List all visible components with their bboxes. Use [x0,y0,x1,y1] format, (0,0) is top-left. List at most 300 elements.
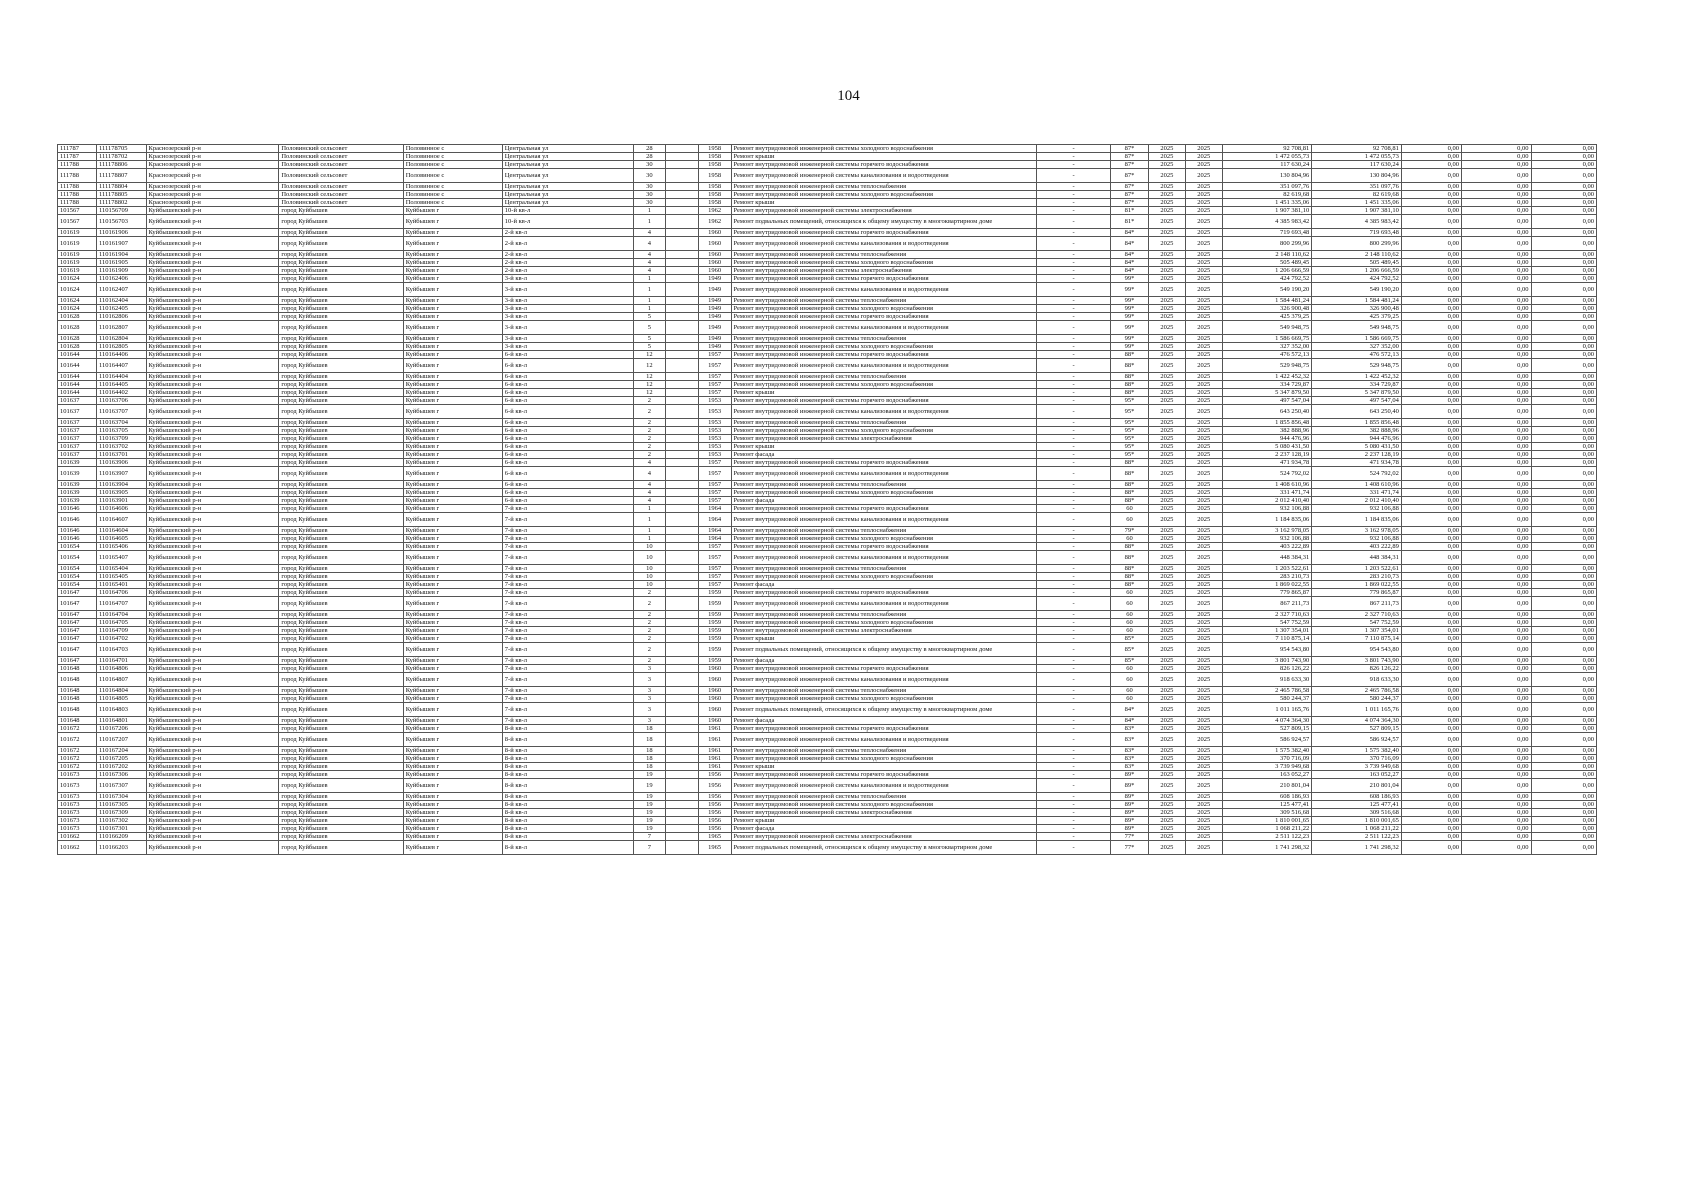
cell-total-cost: 932 106,88 [1222,505,1312,513]
cell-work-type: Ремонт фасада [731,581,1037,589]
cell-house-number: 19 [633,801,666,809]
cell-col-c: 0,00 [1531,573,1596,581]
cell-house-id: 101673 [58,825,97,833]
cell-col-b: 0,00 [1461,611,1531,619]
cell-col-b: 0,00 [1461,643,1531,657]
cell-end-year: 2025 [1185,551,1222,565]
cell-work-type: Ремонт внутридомовой инженерной системы холодного водоснабжения [731,619,1037,627]
cell-col-a: 0,00 [1401,259,1461,267]
table-row [58,229,1597,237]
cell-col-c: 0,00 [1531,703,1596,717]
cell-fund-cost: 1 307 354,01 [1312,627,1402,635]
cell-col-a: 0,00 [1401,703,1461,717]
cell-work-type: Ремонт внутридомовой инженерной системы горячего водоснабжения [731,351,1037,359]
cell-work-id: 110167204 [97,747,147,755]
table-row [58,381,1597,389]
cell-work-id: 111178807 [97,169,147,183]
cell-building [666,237,699,251]
table-row [58,183,1597,191]
cell-municipality: город Куйбышев [279,443,403,451]
cell-municipality: город Куйбышев [279,801,403,809]
cell-municipality: город Куйбышев [279,321,403,335]
cell-total-cost: 2 511 122,23 [1222,833,1312,841]
cell-work-id: 110161904 [97,251,147,259]
cell-building [666,343,699,351]
cell-building [666,251,699,259]
cell-col-c: 0,00 [1531,657,1596,665]
cell-total-cost: 1 206 666,59 [1222,267,1312,275]
cell-district: Куйбышевский р-н [146,589,279,597]
cell-building [666,747,699,755]
cell-work-type: Ремонт фасада [731,825,1037,833]
cell-year-built: 1957 [698,581,731,589]
cell-district: Куйбышевский р-н [146,505,279,513]
table-row [58,565,1597,573]
cell-year-built: 1958 [698,153,731,161]
cell-dash-column: - [1037,763,1111,771]
cell-work-type: Ремонт фасада [731,497,1037,505]
cell-building [666,763,699,771]
cell-work-id: 110164701 [97,657,147,665]
cell-house-id: 101619 [58,251,97,259]
cell-district: Куйбышевский р-н [146,627,279,635]
cell-wear-percent: 99* [1110,335,1148,343]
cell-year-built: 1960 [698,673,731,687]
cell-locality: Куйбышев г [403,215,502,229]
table-row [58,251,1597,259]
cell-municipality: город Куйбышев [279,397,403,405]
cell-municipality: город Куйбышев [279,467,403,481]
cell-municipality: Половинский сельсовет [279,199,403,207]
cell-building [666,527,699,535]
cell-street: 2-й кв-л [502,229,633,237]
cell-start-year: 2025 [1148,283,1185,297]
cell-col-b: 0,00 [1461,161,1531,169]
cell-work-id: 110164705 [97,619,147,627]
cell-col-b: 0,00 [1461,381,1531,389]
cell-locality: Куйбышев г [403,809,502,817]
cell-total-cost: 3 162 978,05 [1222,527,1312,535]
cell-building [666,497,699,505]
cell-house-id: 111788 [58,191,97,199]
cell-end-year: 2025 [1185,747,1222,755]
cell-fund-cost: 1 451 335,06 [1312,199,1402,207]
cell-locality: Куйбышев г [403,389,502,397]
cell-district: Куйбышевский р-н [146,419,279,427]
cell-col-b: 0,00 [1461,841,1531,855]
cell-col-c: 0,00 [1531,373,1596,381]
cell-district: Куйбышевский р-н [146,229,279,237]
cell-street: 8-й кв-л [502,725,633,733]
cell-work-id: 110167309 [97,809,147,817]
table-row [58,687,1597,695]
cell-col-b: 0,00 [1461,551,1531,565]
cell-fund-cost: 2 511 122,23 [1312,833,1402,841]
cell-col-c: 0,00 [1531,619,1596,627]
cell-house-number: 2 [633,643,666,657]
cell-locality: Куйбышев г [403,733,502,747]
cell-district: Куйбышевский р-н [146,297,279,305]
cell-locality: Куйбышев г [403,427,502,435]
cell-wear-percent: 88* [1110,489,1148,497]
table-row [58,717,1597,725]
cell-end-year: 2025 [1185,627,1222,635]
cell-col-b: 0,00 [1461,321,1531,335]
cell-house-number: 1 [633,513,666,527]
cell-building [666,657,699,665]
cell-year-built: 1957 [698,489,731,497]
cell-district: Куйбышевский р-н [146,215,279,229]
cell-building [666,351,699,359]
cell-total-cost: 326 900,48 [1222,305,1312,313]
cell-street: 8-й кв-л [502,801,633,809]
cell-year-built: 1949 [698,297,731,305]
cell-wear-percent: 84* [1110,717,1148,725]
cell-total-cost: 608 186,93 [1222,793,1312,801]
cell-start-year: 2025 [1148,381,1185,389]
cell-house-id: 101647 [58,597,97,611]
cell-dash-column: - [1037,321,1111,335]
cell-total-cost: 719 693,48 [1222,229,1312,237]
cell-dash-column: - [1037,497,1111,505]
cell-work-type: Ремонт внутридомовой инженерной системы горячего водоснабжения [731,665,1037,673]
cell-total-cost: 351 097,76 [1222,183,1312,191]
cell-district: Краснозерский р-н [146,153,279,161]
cell-district: Куйбышевский р-н [146,267,279,275]
cell-col-b: 0,00 [1461,199,1531,207]
cell-fund-cost: 2 237 128,19 [1312,451,1402,459]
cell-work-type: Ремонт внутридомовой инженерной системы теплоснабжения [731,335,1037,343]
cell-municipality: город Куйбышев [279,343,403,351]
cell-fund-cost: 1 011 165,76 [1312,703,1402,717]
cell-house-id: 101567 [58,207,97,215]
cell-house-id: 101648 [58,687,97,695]
cell-fund-cost: 2 012 410,40 [1312,497,1402,505]
cell-col-b: 0,00 [1461,153,1531,161]
cell-end-year: 2025 [1185,489,1222,497]
cell-start-year: 2025 [1148,351,1185,359]
cell-dash-column: - [1037,443,1111,451]
cell-total-cost: 1 307 354,01 [1222,627,1312,635]
cell-year-built: 1959 [698,611,731,619]
cell-street: 7-й кв-л [502,573,633,581]
cell-col-b: 0,00 [1461,207,1531,215]
cell-col-b: 0,00 [1461,229,1531,237]
cell-start-year: 2025 [1148,489,1185,497]
cell-building [666,161,699,169]
cell-work-id: 110164703 [97,643,147,657]
cell-street: 2-й кв-л [502,267,633,275]
cell-wear-percent: 88* [1110,359,1148,373]
cell-house-number: 1 [633,297,666,305]
cell-col-a: 0,00 [1401,145,1461,153]
cell-house-number: 4 [633,481,666,489]
cell-start-year: 2025 [1148,497,1185,505]
cell-locality: Куйбышев г [403,543,502,551]
cell-municipality: город Куйбышев [279,419,403,427]
cell-end-year: 2025 [1185,237,1222,251]
cell-district: Куйбышевский р-н [146,313,279,321]
cell-wear-percent: 83* [1110,763,1148,771]
cell-col-b: 0,00 [1461,481,1531,489]
cell-building [666,565,699,573]
cell-fund-cost: 2 148 110,62 [1312,251,1402,259]
cell-dash-column: - [1037,237,1111,251]
cell-district: Куйбышевский р-н [146,763,279,771]
cell-fund-cost: 527 809,15 [1312,725,1402,733]
cell-street: 6-й кв-л [502,359,633,373]
cell-district: Куйбышевский р-н [146,801,279,809]
cell-year-built: 1960 [698,695,731,703]
cell-locality: Куйбышев г [403,381,502,389]
cell-work-id: 110167207 [97,733,147,747]
cell-end-year: 2025 [1185,419,1222,427]
cell-wear-percent: 81* [1110,207,1148,215]
cell-locality: Куйбышев г [403,635,502,643]
cell-house-id: 111788 [58,161,97,169]
cell-dash-column: - [1037,489,1111,497]
cell-street: 8-й кв-л [502,825,633,833]
cell-work-type: Ремонт внутридомовой инженерной системы горячего водоснабжения [731,229,1037,237]
cell-dash-column: - [1037,619,1111,627]
cell-col-a: 0,00 [1401,397,1461,405]
cell-building [666,443,699,451]
cell-work-id: 111178705 [97,145,147,153]
cell-end-year: 2025 [1185,513,1222,527]
cell-total-cost: 82 619,68 [1222,191,1312,199]
cell-col-a: 0,00 [1401,267,1461,275]
cell-total-cost: 1 586 669,75 [1222,335,1312,343]
cell-street: 3-й кв-л [502,275,633,283]
cell-col-b: 0,00 [1461,467,1531,481]
cell-work-id: 110163704 [97,419,147,427]
cell-building [666,597,699,611]
cell-work-id: 110164706 [97,589,147,597]
cell-building [666,427,699,435]
cell-house-number: 3 [633,665,666,673]
cell-end-year: 2025 [1185,359,1222,373]
cell-col-c: 0,00 [1531,565,1596,573]
cell-work-id: 110161905 [97,259,147,267]
cell-locality: Куйбышев г [403,725,502,733]
table-row [58,435,1597,443]
cell-fund-cost: 1 855 856,48 [1312,419,1402,427]
cell-street: 10-й кв-л [502,207,633,215]
cell-work-id: 111178702 [97,153,147,161]
cell-district: Куйбышевский р-н [146,717,279,725]
cell-work-id: 110164407 [97,359,147,373]
cell-col-a: 0,00 [1401,573,1461,581]
cell-municipality: город Куйбышев [279,459,403,467]
cell-building [666,687,699,695]
cell-wear-percent: 99* [1110,283,1148,297]
cell-dash-column: - [1037,841,1111,855]
cell-end-year: 2025 [1185,841,1222,855]
cell-dash-column: - [1037,229,1111,237]
cell-locality: Куйбышев г [403,321,502,335]
cell-municipality: город Куйбышев [279,747,403,755]
cell-district: Куйбышевский р-н [146,771,279,779]
cell-col-a: 0,00 [1401,467,1461,481]
cell-total-cost: 2 327 710,63 [1222,611,1312,619]
cell-dash-column: - [1037,435,1111,443]
cell-col-c: 0,00 [1531,497,1596,505]
cell-end-year: 2025 [1185,611,1222,619]
cell-work-type: Ремонт внутридомовой инженерной системы холодного водоснабжения [731,145,1037,153]
cell-house-number: 1 [633,207,666,215]
cell-col-c: 0,00 [1531,343,1596,351]
cell-wear-percent: 83* [1110,747,1148,755]
cell-dash-column: - [1037,427,1111,435]
cell-dash-column: - [1037,283,1111,297]
cell-district: Куйбышевский р-н [146,237,279,251]
cell-col-b: 0,00 [1461,703,1531,717]
cell-year-built: 1953 [698,405,731,419]
cell-district: Куйбышевский р-н [146,657,279,665]
cell-col-a: 0,00 [1401,771,1461,779]
cell-dash-column: - [1037,801,1111,809]
cell-col-b: 0,00 [1461,801,1531,809]
cell-wear-percent: 60 [1110,627,1148,635]
cell-house-number: 4 [633,459,666,467]
cell-municipality: город Куйбышев [279,297,403,305]
cell-col-a: 0,00 [1401,489,1461,497]
cell-house-number: 2 [633,419,666,427]
cell-col-b: 0,00 [1461,635,1531,643]
cell-col-b: 0,00 [1461,435,1531,443]
cell-work-type: Ремонт внутридомовой инженерной системы теплоснабжения [731,611,1037,619]
cell-work-type: Ремонт внутридомовой инженерной системы холодного водоснабжения [731,259,1037,267]
cell-fund-cost: 1 575 382,40 [1312,747,1402,755]
cell-dash-column: - [1037,543,1111,551]
table-row [58,779,1597,793]
table-row [58,825,1597,833]
cell-year-built: 1958 [698,169,731,183]
cell-work-type: Ремонт внутридомовой инженерной системы теплоснабжения [731,373,1037,381]
cell-dash-column: - [1037,397,1111,405]
cell-dash-column: - [1037,657,1111,665]
cell-fund-cost: 130 804,96 [1312,169,1402,183]
cell-street: 3-й кв-л [502,343,633,351]
cell-start-year: 2025 [1148,397,1185,405]
cell-wear-percent: 60 [1110,589,1148,597]
cell-house-number: 3 [633,673,666,687]
cell-house-id: 101637 [58,397,97,405]
cell-municipality: город Куйбышев [279,695,403,703]
cell-street: 2-й кв-л [502,259,633,267]
cell-start-year: 2025 [1148,467,1185,481]
cell-end-year: 2025 [1185,801,1222,809]
cell-work-id: 110164605 [97,535,147,543]
cell-col-a: 0,00 [1401,833,1461,841]
cell-district: Куйбышевский р-н [146,833,279,841]
cell-municipality: город Куйбышев [279,237,403,251]
cell-year-built: 1953 [698,397,731,405]
table-row [58,809,1597,817]
cell-district: Куйбышевский р-н [146,389,279,397]
cell-work-type: Ремонт внутридомовой инженерной системы холодного водоснабжения [731,305,1037,313]
cell-dash-column: - [1037,267,1111,275]
cell-dash-column: - [1037,725,1111,733]
cell-district: Куйбышевский р-н [146,497,279,505]
table-row [58,321,1597,335]
cell-work-type: Ремонт крыши [731,763,1037,771]
cell-end-year: 2025 [1185,321,1222,335]
cell-col-c: 0,00 [1531,581,1596,589]
cell-fund-cost: 425 379,25 [1312,313,1402,321]
cell-total-cost: 476 572,13 [1222,351,1312,359]
cell-municipality: город Куйбышев [279,259,403,267]
cell-street: 7-й кв-л [502,665,633,673]
cell-fund-cost: 370 716,09 [1312,755,1402,763]
cell-locality: Половинное с [403,145,502,153]
cell-col-c: 0,00 [1531,207,1596,215]
cell-year-built: 1961 [698,733,731,747]
cell-house-number: 12 [633,381,666,389]
cell-start-year: 2025 [1148,153,1185,161]
cell-total-cost: 7 110 875,14 [1222,635,1312,643]
cell-street: 7-й кв-л [502,581,633,589]
cell-work-id: 110166209 [97,833,147,841]
cell-locality: Куйбышев г [403,703,502,717]
cell-col-b: 0,00 [1461,793,1531,801]
cell-col-c: 0,00 [1531,611,1596,619]
cell-start-year: 2025 [1148,297,1185,305]
cell-col-b: 0,00 [1461,305,1531,313]
cell-work-id: 111178805 [97,191,147,199]
cell-work-id: 110156703 [97,215,147,229]
cell-col-c: 0,00 [1531,747,1596,755]
cell-house-id: 101619 [58,237,97,251]
cell-district: Куйбышевский р-н [146,535,279,543]
cell-municipality: город Куйбышев [279,405,403,419]
cell-year-built: 1958 [698,199,731,207]
cell-col-a: 0,00 [1401,733,1461,747]
cell-work-type: Ремонт фасада [731,657,1037,665]
cell-work-id: 110167306 [97,771,147,779]
cell-fund-cost: 954 543,80 [1312,643,1402,657]
cell-col-c: 0,00 [1531,755,1596,763]
cell-district: Куйбышевский р-н [146,305,279,313]
cell-wear-percent: 88* [1110,481,1148,489]
cell-year-built: 1956 [698,817,731,825]
cell-col-a: 0,00 [1401,809,1461,817]
cell-start-year: 2025 [1148,725,1185,733]
cell-municipality: город Куйбышев [279,435,403,443]
cell-house-number: 10 [633,543,666,551]
cell-municipality: город Куйбышев [279,389,403,397]
cell-dash-column: - [1037,565,1111,573]
cell-street: 6-й кв-л [502,459,633,467]
cell-dash-column: - [1037,643,1111,657]
cell-col-b: 0,00 [1461,145,1531,153]
cell-house-id: 101628 [58,321,97,335]
cell-end-year: 2025 [1185,215,1222,229]
cell-wear-percent: 83* [1110,733,1148,747]
cell-street: 7-й кв-л [502,611,633,619]
cell-col-c: 0,00 [1531,597,1596,611]
cell-fund-cost: 580 244,37 [1312,695,1402,703]
cell-house-number: 18 [633,763,666,771]
cell-end-year: 2025 [1185,451,1222,459]
cell-work-type: Ремонт внутридомовой инженерной системы канализования и водоотведения [731,513,1037,527]
cell-total-cost: 944 476,96 [1222,435,1312,443]
cell-total-cost: 163 052,27 [1222,771,1312,779]
cell-year-built: 1957 [698,543,731,551]
cell-col-b: 0,00 [1461,497,1531,505]
cell-fund-cost: 1 584 481,24 [1312,297,1402,305]
cell-locality: Куйбышев г [403,619,502,627]
